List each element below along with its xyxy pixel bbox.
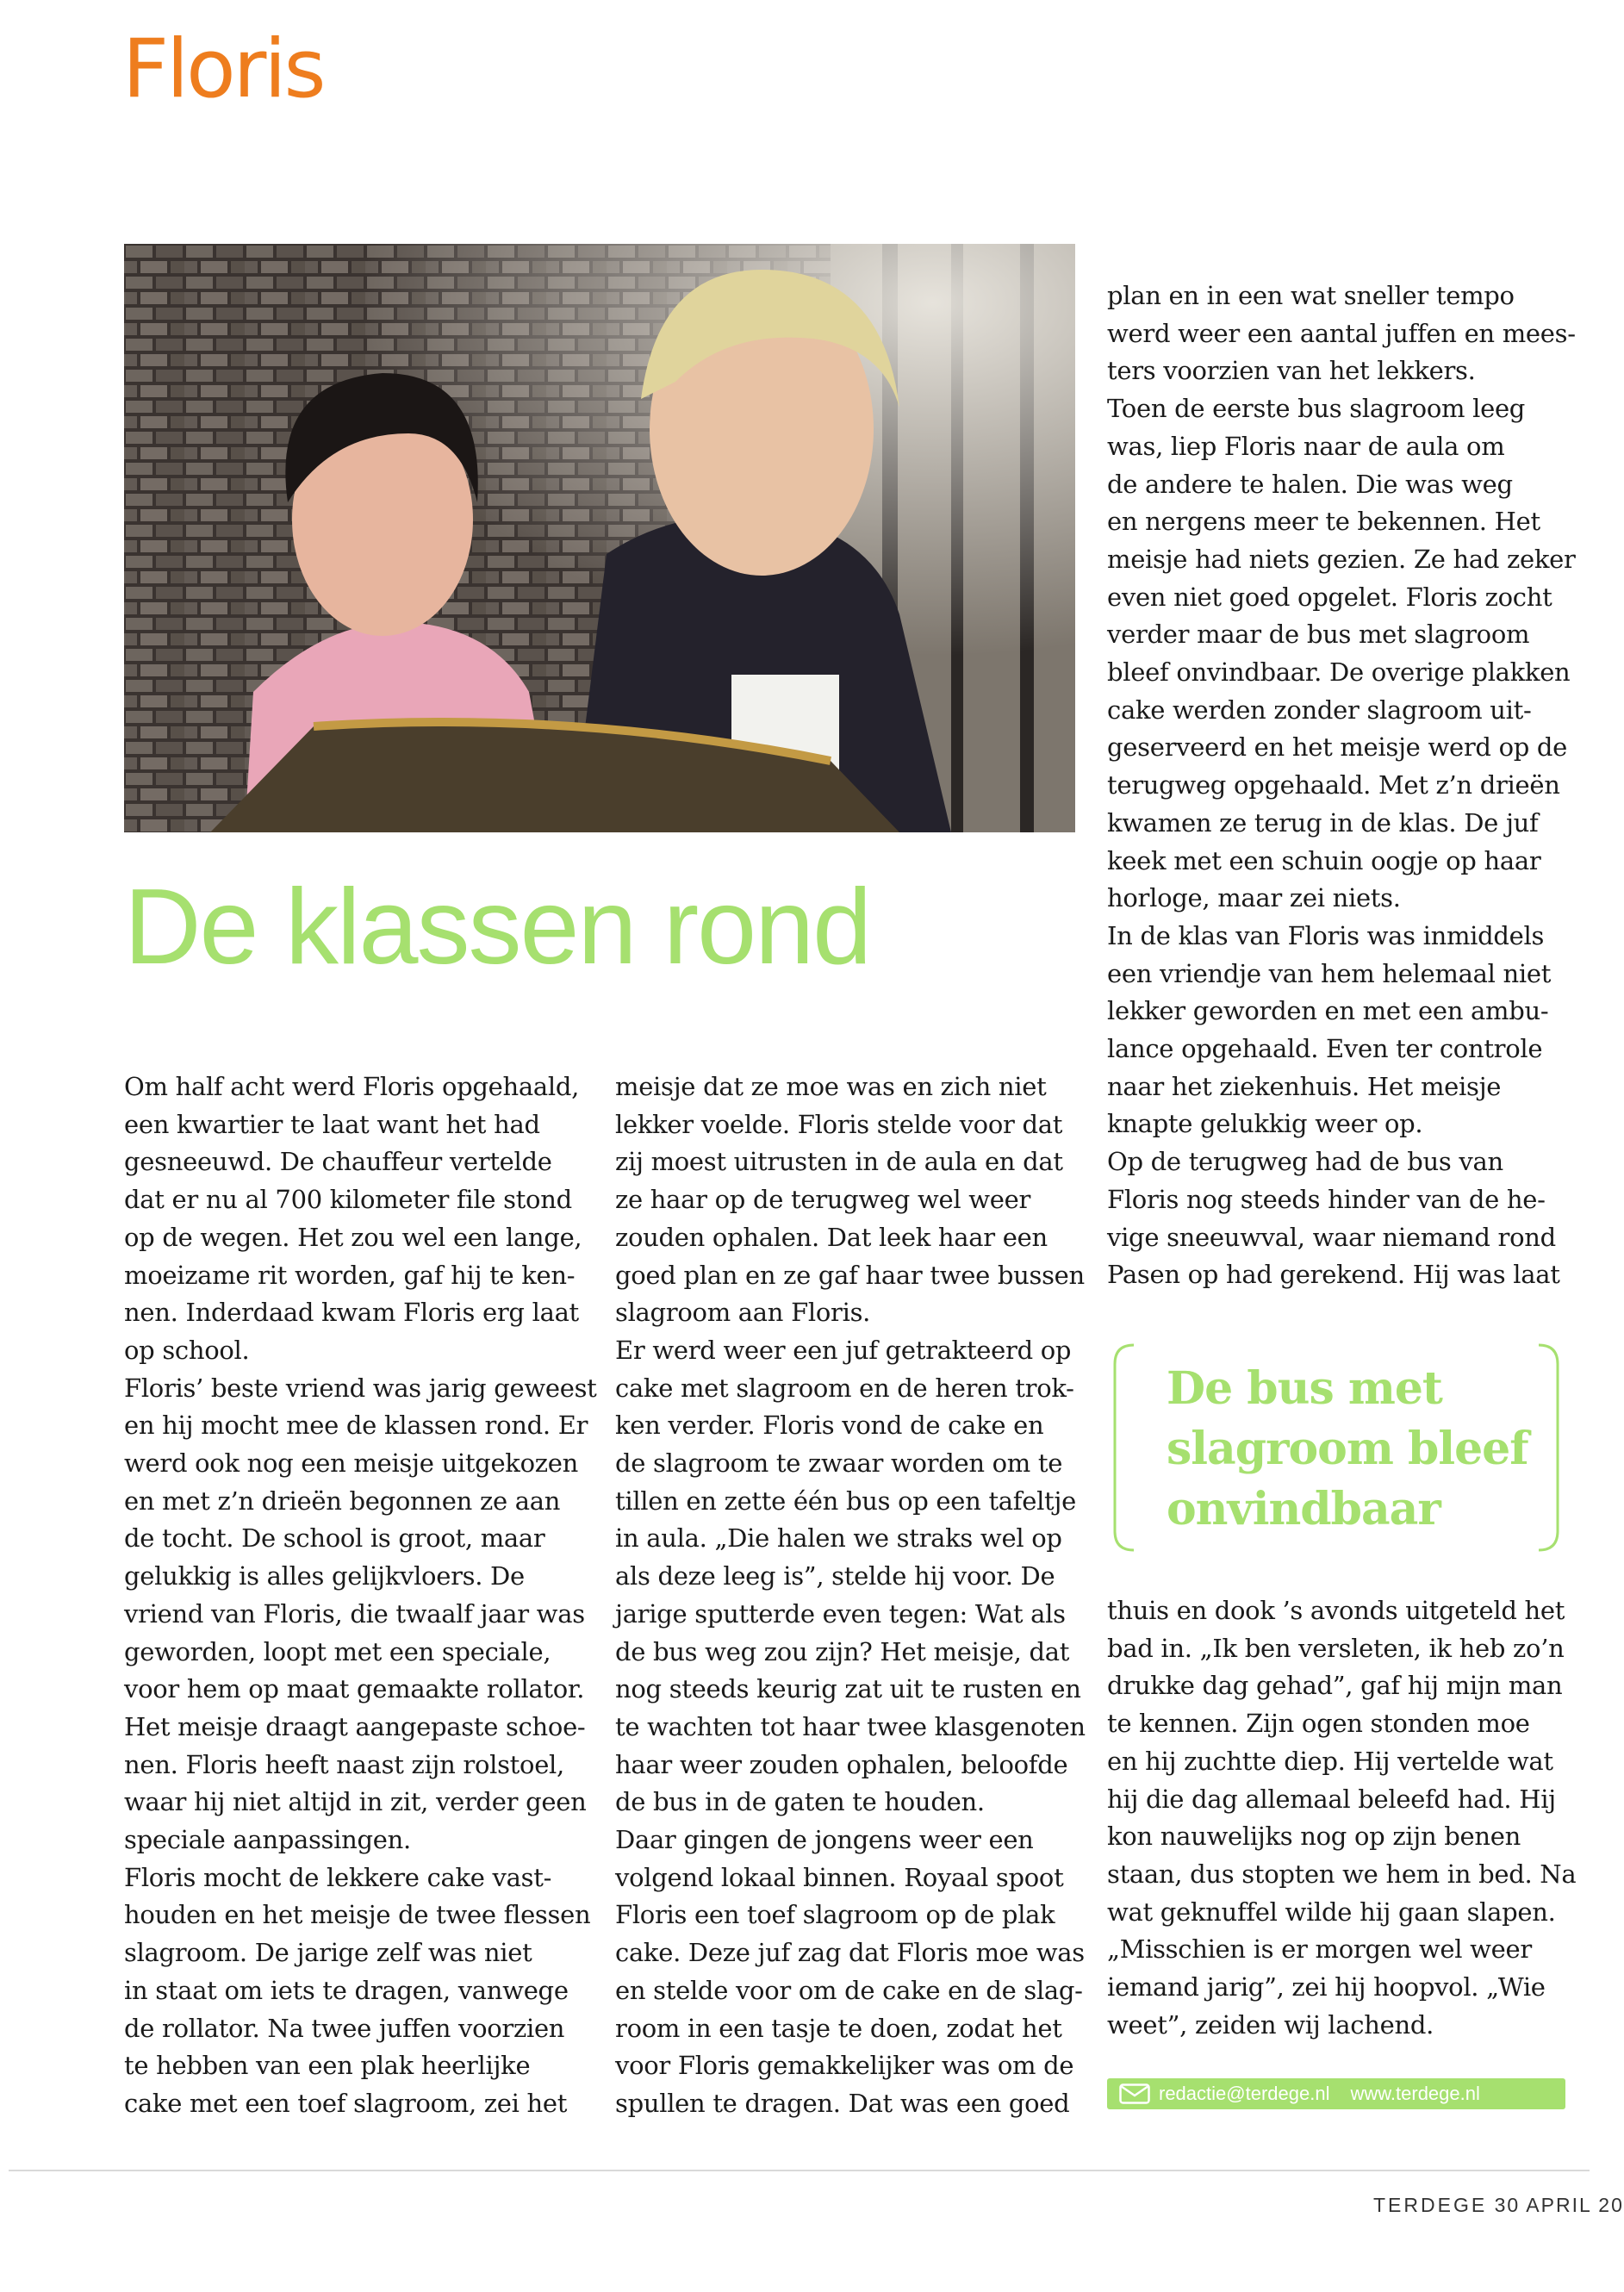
article-text-line: werd weer een aantal juffen en mees- xyxy=(1107,318,1576,348)
article-text-line: cake met slagroom en de heren trok- xyxy=(615,1373,1074,1403)
article-text-line: haar weer zouden ophalen, beloofde xyxy=(615,1749,1068,1779)
article-text-line: tillen en zette één bus op een tafeltje xyxy=(615,1485,1076,1516)
contact-bar xyxy=(1107,2078,1565,2109)
article-text-line: Floris mocht de lekkere cake vast- xyxy=(124,1862,552,1892)
article-text-line: te hebben van een plak heerlijke xyxy=(124,2051,531,2081)
article-text-line: de andere te halen. Die was weg xyxy=(1107,469,1513,499)
article-text-line: cake. Deze juf zag dat Floris moe was xyxy=(615,1938,1085,1968)
article-text-line: als deze leeg is”, stelde hij voor. De xyxy=(615,1561,1055,1591)
article-text-line: nen. Inderdaad kwam Floris erg laat xyxy=(124,1298,579,1328)
article-text-line: staan, dus stopten we hem in bed. Na xyxy=(1107,1859,1577,1889)
article-text-line: Pasen op had gerekend. Hij was laat xyxy=(1107,1260,1560,1290)
article-text-line: meisje dat ze moe was en zich niet xyxy=(615,1072,1047,1101)
article-text-line: de bus in de gaten te houden. xyxy=(615,1787,985,1817)
article-text-line: geworden, loopt met een speciale, xyxy=(124,1636,551,1666)
article-text-line: kon nauwelijks nog op zijn benen xyxy=(1107,1822,1521,1852)
article-text-line: iemand jarig”, zei hij hoopvol. „Wie xyxy=(1107,1972,1546,2002)
article-text-line: room in een tasje te doen, zodat het xyxy=(615,2013,1062,2043)
article-text-line: naar het ziekenhuis. Het meisje xyxy=(1107,1071,1502,1101)
article-text-line: zij moest uitrusten in de aula en dat xyxy=(615,1147,1063,1177)
article-text-line: slagroom. De jarige zelf was niet xyxy=(124,1938,532,1968)
pull-quote xyxy=(1106,1342,1566,1554)
article-headline: De klassen rond xyxy=(124,868,871,987)
article-text-line: de rollator. Na twee juffen voorzien xyxy=(124,2013,565,2043)
article-text-line: en hij zuchtte diep. Hij vertelde wat xyxy=(1107,1746,1553,1776)
footer-date: 30 APRIL 20 xyxy=(1494,2194,1624,2216)
article-text-line: hij die dag allemaal beleefd had. Hij xyxy=(1107,1784,1556,1814)
article-text-line: lekker voelde. Floris stelde voor dat xyxy=(615,1109,1063,1139)
contact-website-link[interactable]: www.terdege.nl xyxy=(1350,2083,1480,2104)
article-text-line: Om half acht werd Floris opgehaald, xyxy=(124,1072,580,1101)
article-text-line: Daar gingen de jongens weer een xyxy=(615,1825,1034,1855)
article-text-line: slagroom aan Floris. xyxy=(615,1298,871,1328)
article-text-line: drukke dag gehad”, gaf hij mijn man xyxy=(1107,1671,1563,1701)
article-text-line: lekker geworden en met een ambu- xyxy=(1107,996,1549,1026)
article-text-line: dat er nu al 700 kilometer file stond xyxy=(124,1185,572,1215)
article-text-line: Floris’ beste vriend was jarig geweest xyxy=(124,1373,597,1403)
article-text-line: en stelde voor om de cake en de slag- xyxy=(615,1975,1083,2005)
footer-rule xyxy=(9,2170,1590,2171)
article-text-line: werd ook nog een meisje uitgekozen xyxy=(124,1448,578,1479)
article-text-line: Het meisje draagt aangepaste schoe- xyxy=(124,1711,586,1741)
article-text-line: Toen de eerste bus slagroom leeg xyxy=(1107,394,1526,424)
article-text-line: zouden ophalen. Dat leek haar een xyxy=(615,1222,1048,1252)
article-text-line: de slagroom te zwaar worden om te xyxy=(615,1448,1063,1479)
mail-icon xyxy=(1119,2083,1150,2104)
article-text-line: cake werden zonder slagroom uit- xyxy=(1107,694,1532,725)
article-text-line: Floris nog steeds hinder van de he- xyxy=(1107,1184,1546,1214)
article-text-line: nog steeds keurig zat uit te rusten en xyxy=(615,1674,1081,1704)
article-text-line: te kennen. Zijn ogen stonden moe xyxy=(1107,1709,1530,1739)
article-text-line: een vriendje van hem helemaal niet xyxy=(1107,958,1552,988)
article-text-line: plan en in een wat sneller tempo xyxy=(1107,281,1515,310)
pull-quote-line: De bus met xyxy=(1167,1362,1442,1415)
article-text-line: Er werd weer een juf getrakteerd op xyxy=(615,1335,1072,1365)
article-text-line: bleef onvindbaar. De overige plakken xyxy=(1107,657,1571,688)
article-text-line: nen. Floris heeft naast zijn rolstoel, xyxy=(124,1749,564,1779)
article-text-line: moeizame rit worden, gaf hij te ken- xyxy=(124,1260,576,1290)
article-text-line: meisje had niets gezien. Ze had zeker xyxy=(1107,544,1576,574)
article-text-line: ze haar op de terugweg wel weer xyxy=(615,1185,1031,1215)
pull-quote-line: slagroom bleef xyxy=(1167,1423,1528,1475)
article-text-line: Op de terugweg had de bus van xyxy=(1107,1147,1503,1177)
article-text-line: ters voorzien van het lekkers. xyxy=(1107,356,1476,386)
article-text-line: houden en het meisje de twee flessen xyxy=(124,1900,591,1930)
article-text-line: thuis en dook ’s avonds uitgeteld het xyxy=(1107,1596,1565,1625)
article-text-line: was, liep Floris naar de aula om xyxy=(1107,431,1505,461)
article-text-line: en hij mocht mee de klassen rond. Er xyxy=(124,1411,588,1441)
article-text-line: een kwartier te laat want het had xyxy=(124,1109,540,1139)
article-text-line: en nergens meer te bekennen. Het xyxy=(1107,507,1540,537)
article-text-line: jarige sputterde even tegen: Wat als xyxy=(615,1598,1066,1629)
article-text-line: terugweg opgehaald. Met z’n drieën xyxy=(1107,770,1560,800)
article-text-line: cake met een toef slagroom, zei het xyxy=(124,2088,568,2118)
article-text-line: „Misschien is er morgen wel weer xyxy=(1107,1934,1532,1965)
article-photo xyxy=(124,244,1075,832)
article-text-line: spullen te dragen. Dat was een goed xyxy=(615,2088,1070,2118)
article-text-line: vriend van Floris, die twaalf jaar was xyxy=(124,1598,585,1629)
article-column-2 xyxy=(615,1068,1098,2123)
section-title: Floris xyxy=(122,22,324,116)
article-text-line: lance opgehaald. Even ter controle xyxy=(1107,1034,1543,1064)
pull-quote-line: onvindbaar xyxy=(1167,1483,1440,1535)
article-text-line: voor Floris gemakkelijker was om de xyxy=(615,2051,1074,2081)
article-text-line: vige sneeuwval, waar niemand rond xyxy=(1107,1222,1556,1252)
article-column-3-bottom xyxy=(1107,1592,1590,2044)
article-text-line: op de wegen. Het zou wel een lange, xyxy=(124,1222,582,1252)
article-text-line: geserveerd en het meisje werd op de xyxy=(1107,732,1568,763)
article-text-line: keek met een schuin oogje op haar xyxy=(1107,845,1541,875)
article-text-line: gelukkig is alles gelijkvloers. De xyxy=(124,1561,525,1591)
article-text-line: en met z’n drieën begonnen ze aan xyxy=(124,1485,561,1516)
article-text-line: goed plan en ze gaf haar twee bussen xyxy=(615,1260,1085,1290)
article-text-line: gesneeuwd. De chauffeur vertelde xyxy=(124,1147,552,1177)
article-text-line: horloge, maar zei niets. xyxy=(1107,883,1401,913)
article-text-line: kwamen ze terug in de klas. De juf xyxy=(1107,807,1539,838)
article-text-line: voor hem op maat gemaakte rollator. xyxy=(124,1674,585,1704)
article-text-line: waar hij niet altijd in zit, verder geen xyxy=(124,1787,587,1817)
pull-quote-text xyxy=(1167,1359,1528,1540)
article-text-line: In de klas van Floris was inmiddels xyxy=(1107,920,1545,950)
article-text-line: even niet goed opgelet. Floris zocht xyxy=(1107,582,1552,612)
article-text-line: op school. xyxy=(124,1335,250,1365)
article-text-line: in staat om iets te dragen, vanwege xyxy=(124,1975,569,2005)
article-text-line: verder maar de bus met slagroom xyxy=(1107,620,1530,650)
article-text-line: volgend lokaal binnen. Royaal spoot xyxy=(615,1862,1064,1892)
footer-publication: TERDEGE xyxy=(1373,2194,1488,2216)
article-text-line: wat geknuffel wilde hij gaan slapen. xyxy=(1107,1897,1556,1927)
article-text-line: te wachten tot haar twee klasgenoten xyxy=(615,1711,1086,1741)
article-text-line: de bus weg zou zijn? Het meisje, dat xyxy=(615,1636,1070,1666)
contact-email-link[interactable]: redactie@terdege.nl xyxy=(1159,2083,1330,2104)
article-text-line: speciale aanpassingen. xyxy=(124,1825,411,1855)
article-text-line: in aula. „Die halen we straks wel op xyxy=(615,1523,1062,1554)
page-footer xyxy=(1373,2194,1624,2217)
article-text-line: bad in. „Ik ben versleten, ik heb zo’n xyxy=(1107,1633,1565,1663)
article-text-line: de tocht. De school is groot, maar xyxy=(124,1523,545,1554)
article-text-line: weet”, zeiden wij lachend. xyxy=(1107,2009,1434,2040)
article-text-line: Floris een toef slagroom op de plak xyxy=(615,1900,1055,1930)
article-column-3-top xyxy=(1107,277,1590,1294)
article-column-1 xyxy=(124,1068,607,2123)
article-text-line: ken verder. Floris vond de cake en xyxy=(615,1411,1044,1441)
article-text-line: knapte gelukkig weer op. xyxy=(1107,1109,1423,1139)
